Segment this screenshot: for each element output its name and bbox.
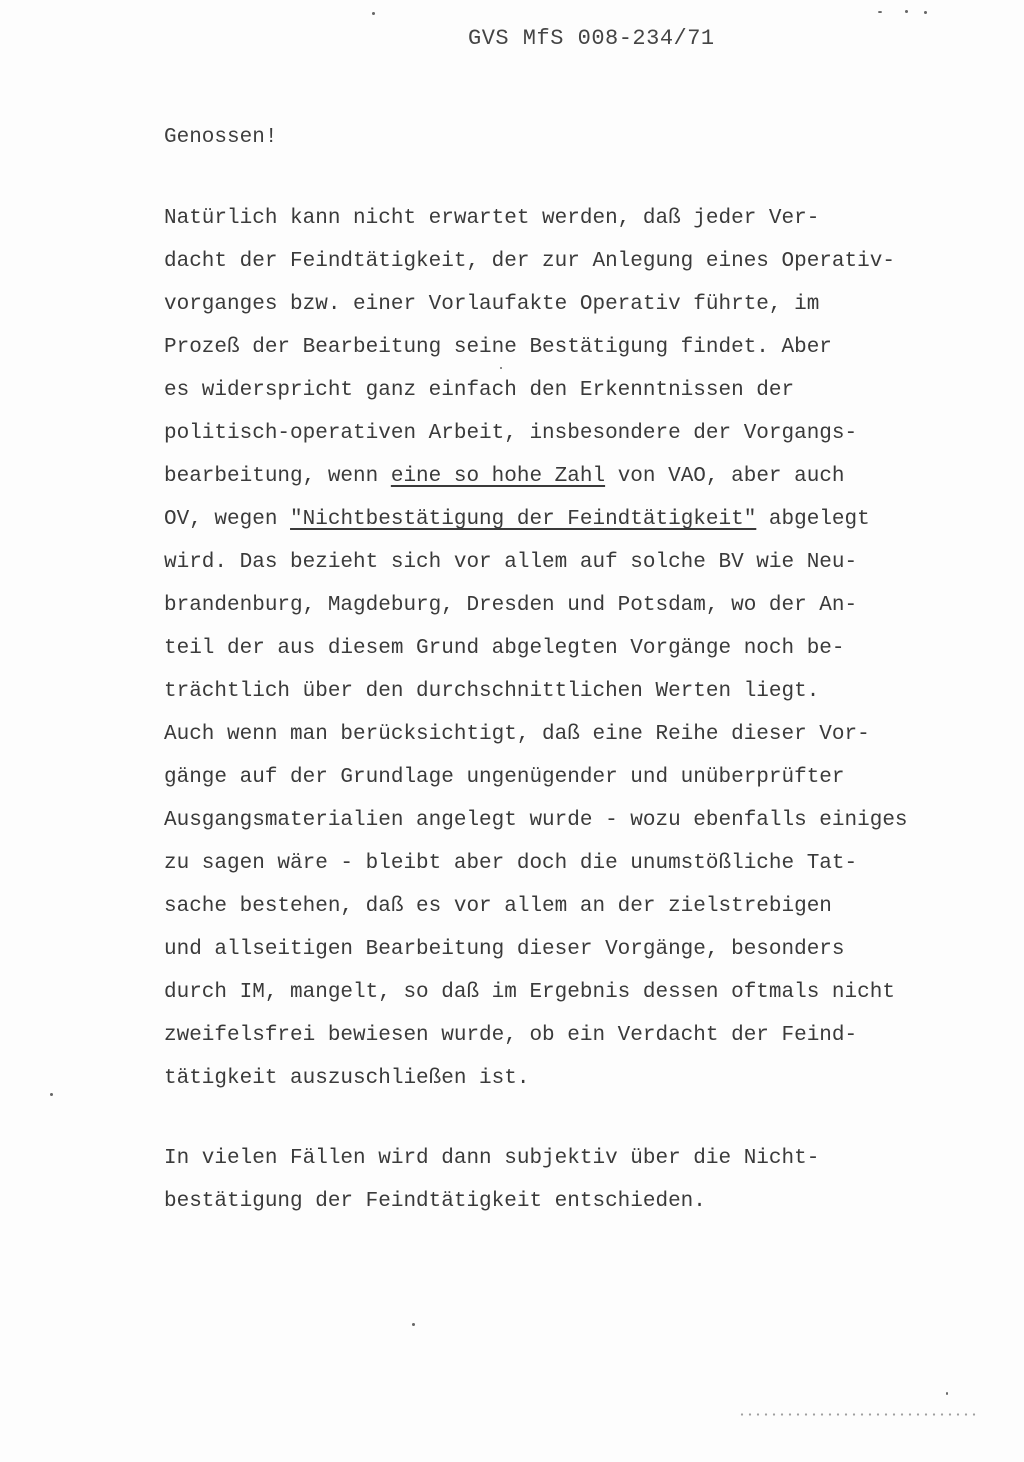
- scan-speck: [372, 12, 375, 15]
- text-line: sache bestehen, daß es vor allem an der zielstrebigen: [164, 895, 832, 918]
- text-line: zweifelsfrei bewiesen wurde, ob ein Verdacht der Feind-: [164, 1024, 858, 1047]
- text-line: Ausgangsmaterialien angelegt wurde - wozu ebenfalls einiges: [164, 809, 908, 832]
- text-line: tätigkeit auszuschließen ist.: [164, 1067, 530, 1090]
- text-line: trächtlich über den durchschnittlichen Werten liegt.: [164, 680, 820, 703]
- paragraph-1: [164, 197, 964, 1100]
- text-line: politisch-operativen Arbeit, insbesondere der Vorgangs-: [164, 422, 858, 445]
- salutation: Genossen!: [164, 126, 278, 149]
- text-line: In vielen Fällen wird dann subjektiv über die Nicht-: [164, 1147, 820, 1170]
- text-segment: abgelegt: [756, 508, 870, 531]
- scan-speck: [946, 1392, 948, 1395]
- scan-speck: [50, 1093, 53, 1096]
- text-line: [164, 455, 964, 498]
- text-segment: bearbeitung, wenn: [164, 465, 391, 488]
- text-line: es widerspricht ganz einfach den Erkenntnissen der: [164, 379, 795, 402]
- text-line: gänge auf der Grundlage ungenügender und unüberprüfter: [164, 766, 845, 789]
- text-line: Prozeß der Bearbeitung seine Bestätigung findet. Aber: [164, 336, 832, 359]
- text-line: zu sagen wäre - bleibt aber doch die unumstößliche Tat-: [164, 852, 858, 875]
- paragraph-2: [164, 1137, 964, 1223]
- scan-speck: [924, 11, 927, 14]
- scan-speck: [412, 1323, 415, 1326]
- text-line: brandenburg, Magdeburg, Dresden und Potsdam, wo der An-: [164, 594, 858, 617]
- text-line: und allseitigen Bearbeitung dieser Vorgänge, besonders: [164, 938, 845, 961]
- text-line: Natürlich kann nicht erwartet werden, daß jeder Ver-: [164, 207, 820, 230]
- underlined-phrase: eine so hohe Zahl: [390, 465, 606, 488]
- text-segment: OV, wegen: [164, 508, 291, 531]
- text-segment: von VAO, aber auch: [605, 465, 845, 488]
- underlined-phrase: "Nichtbestätigung der Feindtätigkeit": [290, 508, 757, 531]
- text-line: bestätigung der Feindtätigkeit entschieden.: [164, 1190, 706, 1213]
- text-line: [164, 498, 964, 541]
- text-line: durch IM, mangelt, so daß im Ergebnis dessen oftmals nicht: [164, 981, 895, 1004]
- scan-speck: [905, 10, 908, 13]
- text-line: wird. Das bezieht sich vor allem auf solche BV wie Neu-: [164, 551, 858, 574]
- text-line: vorganges bzw. einer Vorlaufakte Operativ führte, im: [164, 293, 820, 316]
- document-reference: GVS MfS 008-234/71: [468, 26, 715, 51]
- scan-dot-line: [738, 1413, 976, 1416]
- scan-speck: [500, 367, 502, 369]
- text-line: Auch wenn man berücksichtigt, daß eine Reihe dieser Vor-: [164, 723, 870, 746]
- scan-speck: [878, 11, 882, 13]
- text-line: teil der aus diesem Grund abgelegten Vorgänge noch be-: [164, 637, 845, 660]
- text-line: dacht der Feindtätigkeit, der zur Anlegung eines Operativ-: [164, 250, 895, 273]
